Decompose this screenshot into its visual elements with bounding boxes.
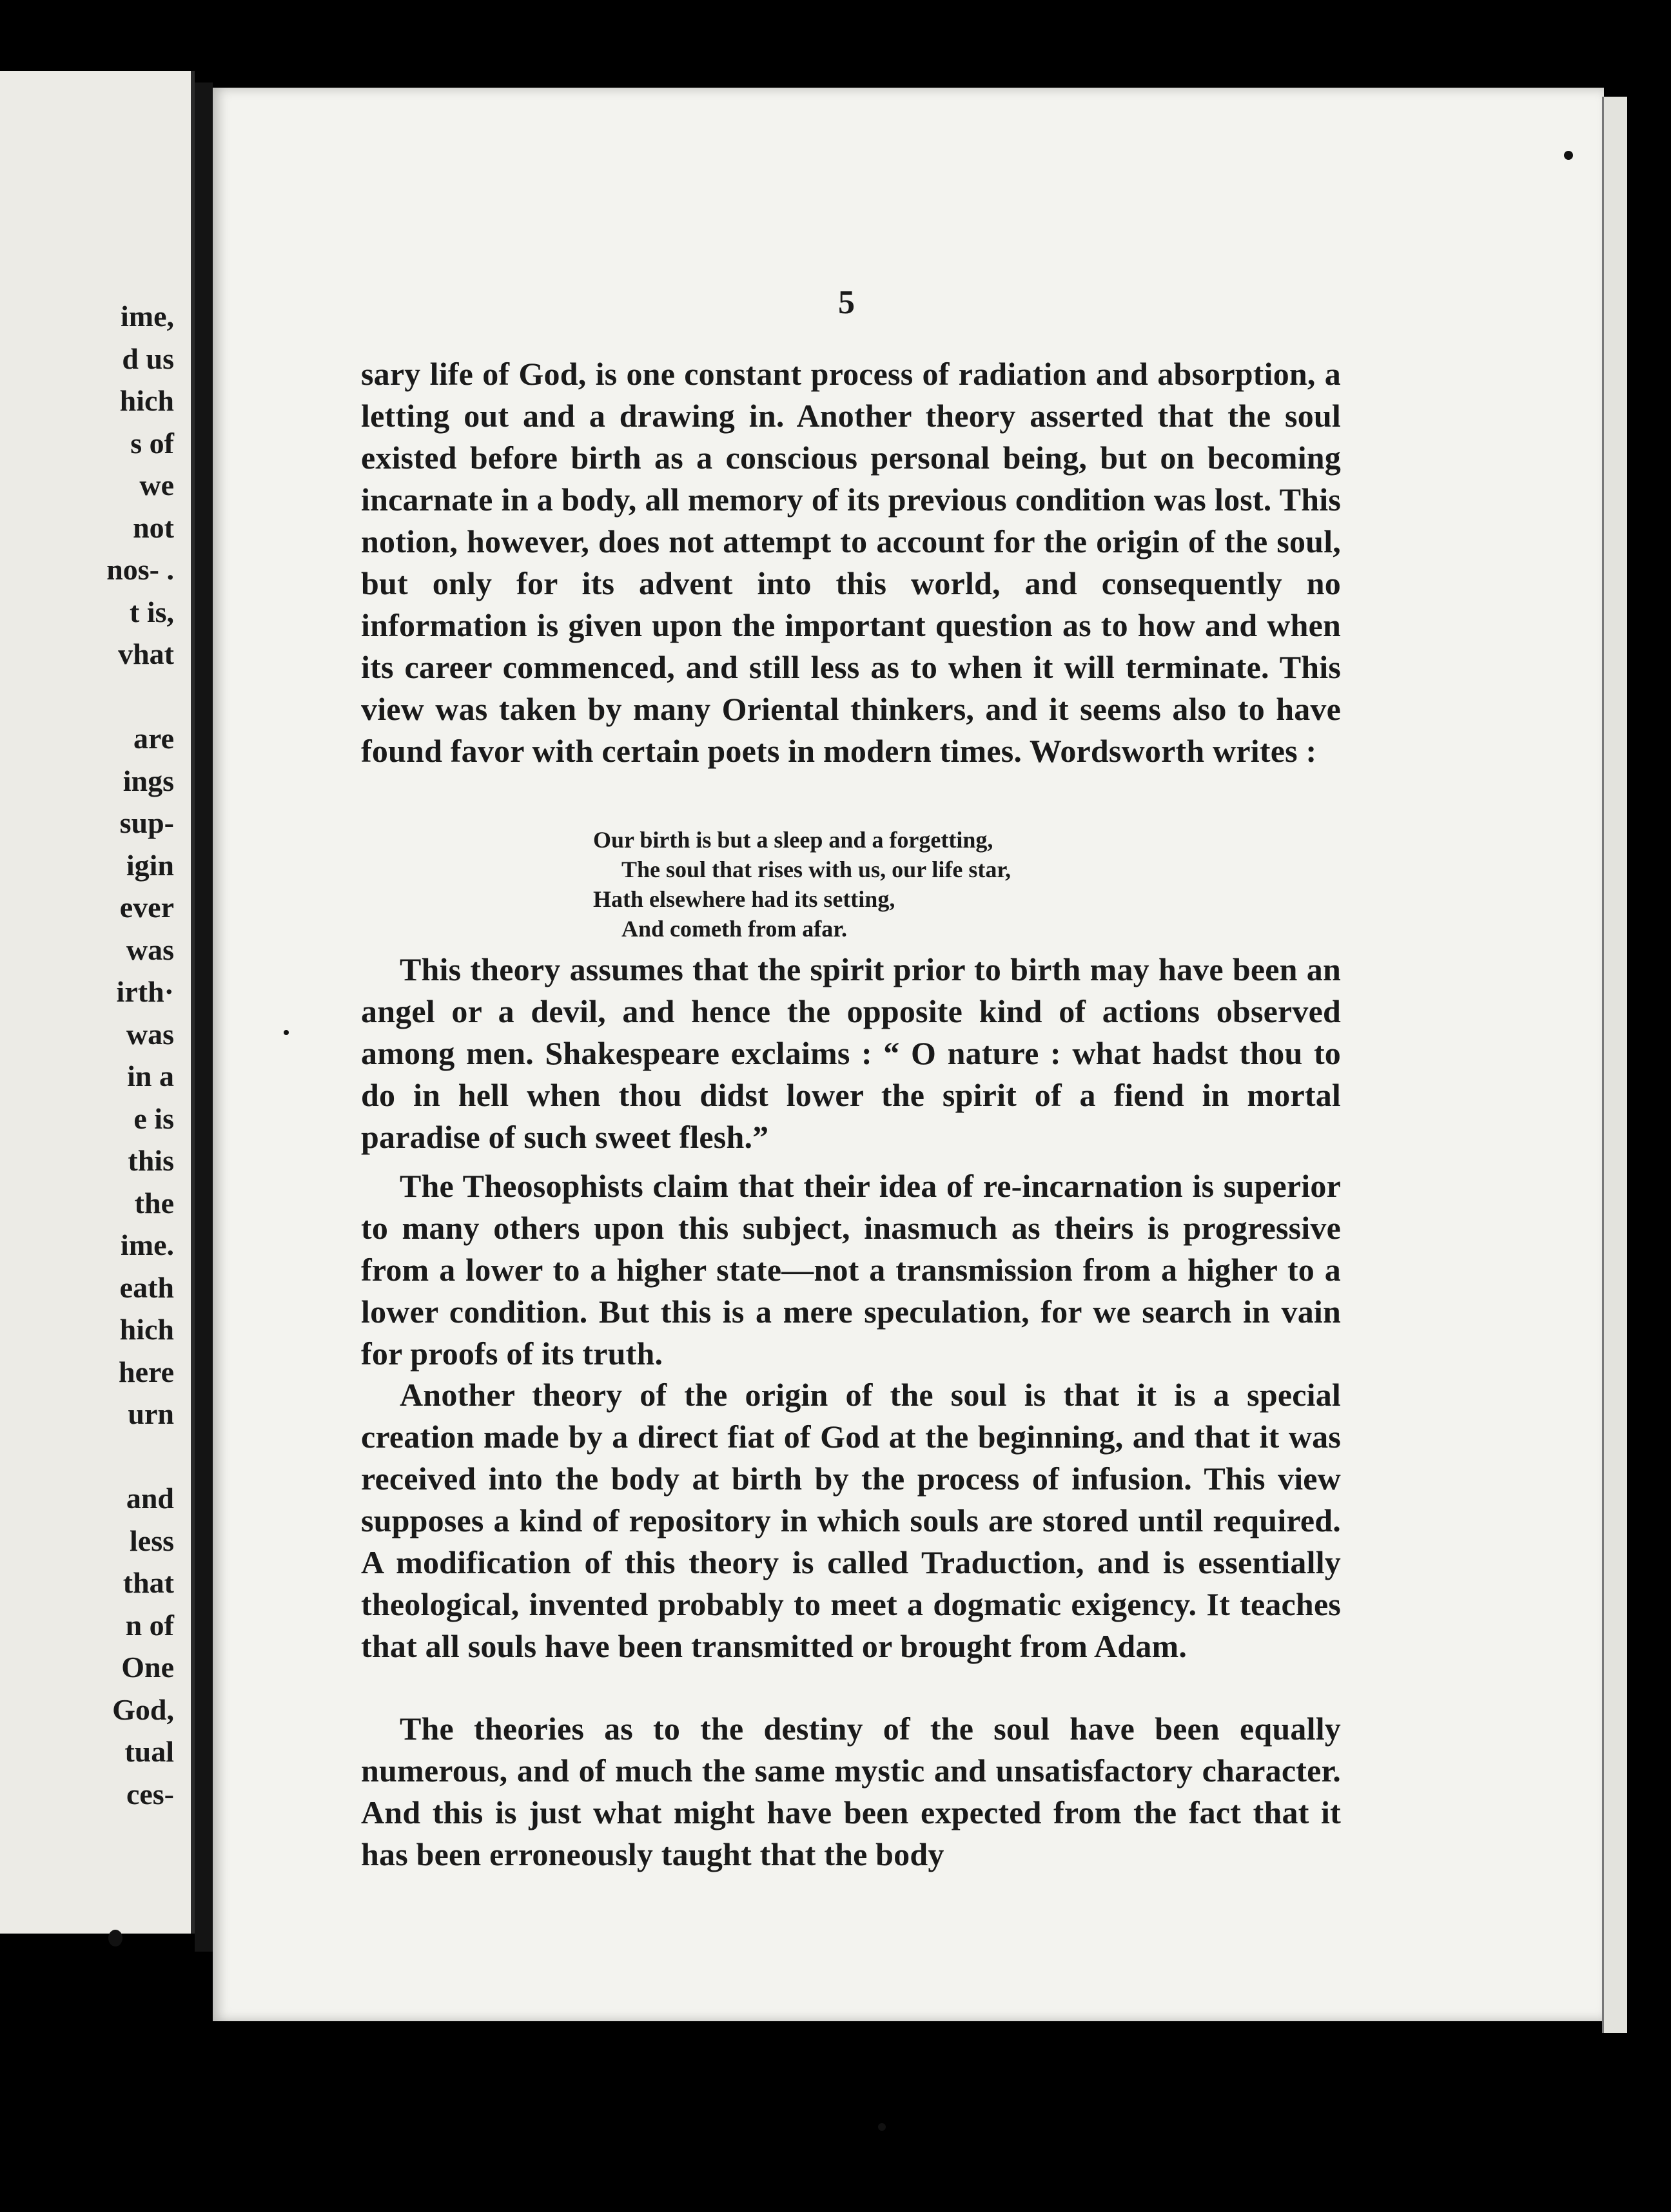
previous-page-line: eath bbox=[119, 1270, 174, 1304]
paragraph-3-block bbox=[361, 1165, 1341, 1375]
previous-page-line: One bbox=[121, 1651, 174, 1683]
paragraph-4-block bbox=[361, 1374, 1341, 1667]
previous-page-line: not bbox=[133, 510, 174, 544]
paragraph-1: sary life of God, is one constant process of radiation and absorption, a letting out and a drawing in. Another theory asserted that the soul existed before birth as a conscious personal being, but on becoming incarnate in a body, all memory of its previous condition was lost. This notion, however, does not attempt to account for the origin of the soul, but only for its advent into this world, and consequently no information is given upon the important question as to how and when its career commenced, and still less as to when it will terminate. This view was taken by many Oriental thinkers, and it seems also to have found favor with certain poets in modern times. Wordsworth writes : bbox=[361, 356, 1341, 769]
previous-page-line: that bbox=[122, 1566, 174, 1599]
poem-line-2: The soul that rises with us, our life star, bbox=[621, 857, 1011, 882]
previous-page-line: d us bbox=[122, 342, 174, 375]
ink-speck bbox=[878, 2123, 886, 2131]
previous-page-line: here bbox=[118, 1355, 174, 1388]
previous-page-line: hich bbox=[119, 1313, 174, 1346]
previous-page-line: ime, bbox=[120, 300, 174, 333]
previous-page-line: we bbox=[139, 469, 174, 501]
previous-page-line: ever bbox=[119, 891, 174, 924]
previous-page-line: tual bbox=[124, 1735, 174, 1768]
wordsworth-quote bbox=[593, 825, 1011, 944]
previous-page-line: was bbox=[126, 933, 174, 966]
paragraph-3: The Theosophists claim that their idea of re-incarnation is superior to many others upon this subject, inasmuch as theirs is progressive from a lower to a higher state—not a transmission from a higher to a lower condition. But this is a mere speculation, for we search in vain for proofs of its truth. bbox=[361, 1168, 1341, 1372]
previous-page-line: ces- bbox=[126, 1777, 174, 1810]
previous-page-line: n of bbox=[125, 1608, 174, 1642]
previous-page-line: the bbox=[134, 1186, 174, 1219]
paragraph-4: Another theory of the origin of the soul is that it is a special creation made by a direct fiat of God at the beginning, and that it was received into the body at birth by the process of infusion. This view supposes a kind of repository in which souls are stored until required. A modification of this theory is called Traduction, and is essentially theological, invented probably to meet a dogmatic exigency. It teaches that all souls have been transmitted or brought from Adam. bbox=[361, 1377, 1341, 1664]
poem-line-4: And cometh from afar. bbox=[621, 916, 847, 942]
ink-speck bbox=[284, 1030, 289, 1035]
previous-page-line: ime. bbox=[120, 1228, 174, 1261]
paragraph-5-block bbox=[361, 1708, 1341, 1876]
poem-line-3: Hath elsewhere had its setting, bbox=[593, 886, 895, 912]
previous-page-line: irth· bbox=[116, 975, 174, 1008]
previous-page-line: igin bbox=[126, 848, 174, 882]
previous-page-line: e is bbox=[133, 1101, 174, 1135]
previous-page-line: sup- bbox=[119, 806, 174, 839]
previous-page-line: urn bbox=[128, 1397, 174, 1430]
book-gutter bbox=[195, 82, 213, 1952]
paragraph-5: The theories as to the destiny of the soul have been equally numerous, and of much the same mystic and unsatisfactory character. And this is just what might have been expected from the fact that it has been erroneously taught that the body bbox=[361, 1711, 1341, 1872]
page-edge bbox=[1602, 97, 1627, 2033]
ink-speck bbox=[108, 1930, 122, 1946]
previous-page-line: less bbox=[130, 1524, 174, 1557]
poem-line-1: Our birth is but a sleep and a forgetting, bbox=[593, 827, 993, 853]
previous-page-line: this bbox=[128, 1144, 174, 1177]
previous-page-line: ings bbox=[122, 764, 174, 797]
previous-page-line: vhat bbox=[118, 637, 174, 670]
previous-page-line: hich bbox=[119, 384, 174, 417]
previous-page-line: s of bbox=[130, 426, 174, 460]
paragraph-1-block bbox=[361, 353, 1341, 772]
previous-page-line: and bbox=[126, 1482, 174, 1515]
paragraph-2: This theory assumes that the spirit prior to birth may have been an angel or a devil, and hence the opposite kind of actions observed among men. Shakespeare exclaims : “ O nature : what hadst thou to do in hell when thou didst lower the spirit of a fiend in mortal paradise of such sweet flesh.” bbox=[361, 951, 1341, 1155]
previous-page-line: God, bbox=[112, 1693, 174, 1726]
previous-page-line: in a bbox=[127, 1060, 174, 1092]
ink-speck bbox=[1564, 151, 1573, 160]
page-number: 5 bbox=[838, 284, 855, 321]
previous-page-line: nos- . bbox=[106, 553, 174, 586]
previous-page-fragment bbox=[0, 71, 195, 1934]
previous-page-line: t is, bbox=[130, 595, 174, 628]
paragraph-2-block bbox=[361, 949, 1341, 1158]
previous-page-line: was bbox=[126, 1017, 174, 1051]
previous-page-line: are bbox=[133, 722, 174, 755]
